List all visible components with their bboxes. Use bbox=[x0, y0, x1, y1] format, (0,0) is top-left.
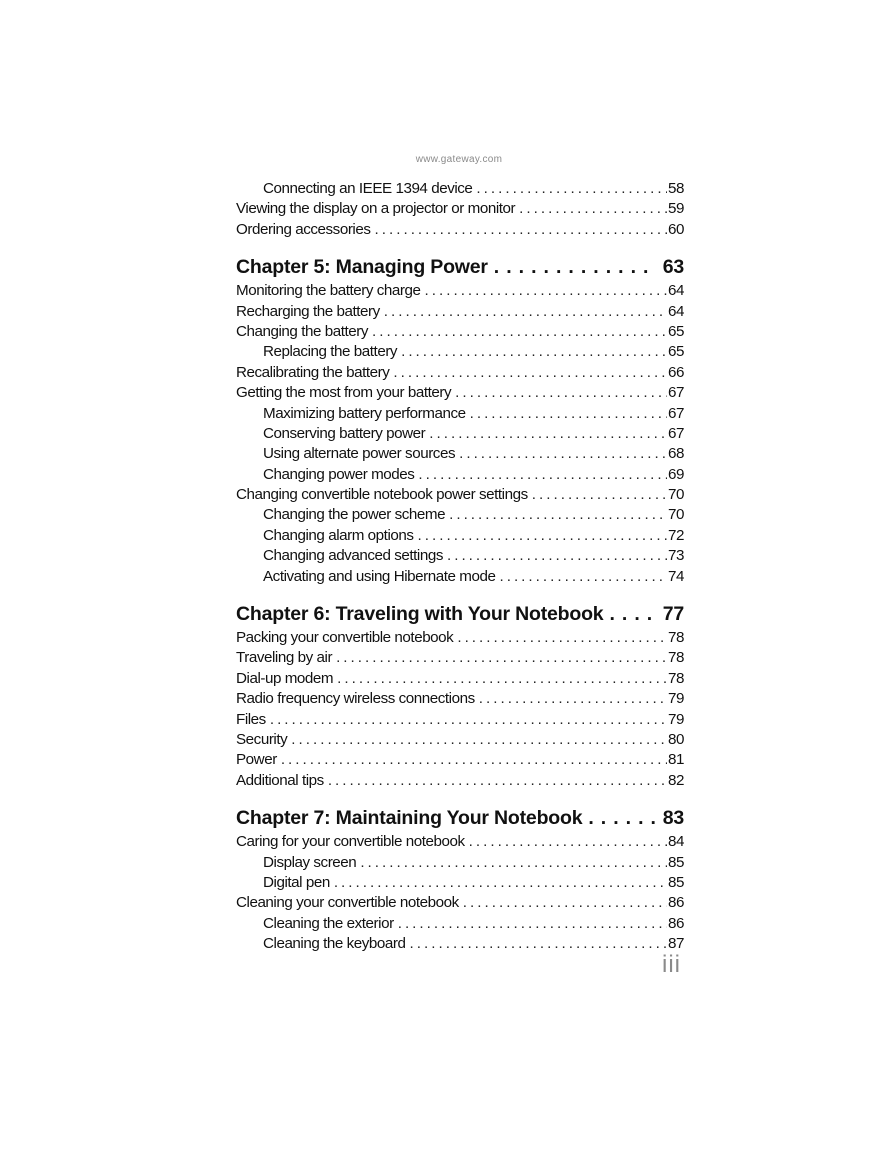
dot-leader bbox=[372, 322, 667, 342]
entry-page-number: 79 bbox=[668, 710, 684, 728]
dot-leader bbox=[328, 771, 667, 791]
entry-page-number: 87 bbox=[668, 935, 684, 953]
entry-title: Cleaning the keyboard bbox=[263, 935, 406, 953]
toc-entry[interactable] bbox=[236, 750, 684, 770]
entry-page-number: 70 bbox=[668, 506, 684, 524]
entry-page-number: 67 bbox=[668, 424, 684, 442]
chapter-title: Chapter 7: Maintaining Your Notebook bbox=[236, 807, 583, 830]
toc-subentry[interactable] bbox=[236, 404, 684, 424]
entry-title: Changing the battery bbox=[236, 322, 369, 340]
dot-leader bbox=[457, 628, 667, 648]
dot-leader bbox=[494, 255, 655, 279]
entry-title: Getting the most from your battery bbox=[236, 384, 452, 402]
entry-page-number: 65 bbox=[668, 322, 684, 340]
entry-page-number: 68 bbox=[668, 445, 684, 463]
entry-page-number: 60 bbox=[668, 220, 684, 238]
toc-subentry[interactable] bbox=[236, 914, 684, 934]
entry-title: Cleaning your convertible notebook bbox=[236, 894, 459, 912]
entry-title: Cleaning the exterior bbox=[263, 914, 394, 932]
entry-title: Changing power modes bbox=[263, 465, 415, 483]
entry-title: Monitoring the battery charge bbox=[236, 282, 421, 300]
entry-page-number: 82 bbox=[668, 771, 684, 789]
dot-leader bbox=[588, 806, 654, 830]
dot-leader bbox=[336, 648, 667, 668]
entry-title: Radio frequency wireless connections bbox=[236, 690, 475, 708]
toc-subentry[interactable] bbox=[236, 342, 684, 362]
toc-entry[interactable] bbox=[236, 363, 684, 383]
entry-title: Conserving battery power bbox=[263, 424, 426, 442]
chapter-page-number: 77 bbox=[662, 603, 684, 626]
dot-leader bbox=[375, 220, 668, 240]
entry-page-number: 85 bbox=[668, 873, 684, 891]
entry-title: Changing advanced settings bbox=[263, 547, 443, 565]
chapter-page-number: 83 bbox=[662, 807, 684, 830]
entry-page-number: 72 bbox=[668, 526, 684, 544]
dot-leader bbox=[455, 383, 667, 403]
dot-leader bbox=[393, 363, 667, 383]
toc-entry[interactable] bbox=[236, 628, 684, 648]
dot-leader bbox=[469, 832, 667, 852]
entry-title: Security bbox=[236, 730, 288, 748]
toc-entry[interactable] bbox=[236, 322, 684, 342]
entry-page-number: 78 bbox=[668, 669, 684, 687]
toc-entry[interactable] bbox=[236, 893, 684, 913]
entry-page-number: 59 bbox=[668, 200, 684, 218]
dot-leader bbox=[470, 404, 667, 424]
entry-page-number: 58 bbox=[668, 180, 684, 197]
entry-page-number: 73 bbox=[668, 547, 684, 565]
dot-leader bbox=[425, 281, 668, 301]
dot-leader bbox=[476, 179, 667, 199]
entry-page-number: 65 bbox=[668, 343, 684, 361]
entry-title: Ordering accessories bbox=[236, 220, 371, 238]
table-of-contents bbox=[236, 179, 684, 955]
entry-page-number: 78 bbox=[668, 649, 684, 667]
entry-title: Changing alarm options bbox=[263, 526, 414, 544]
dot-leader bbox=[449, 505, 667, 525]
entry-page-number: 80 bbox=[668, 730, 684, 748]
entry-page-number: 84 bbox=[668, 833, 684, 851]
toc-entry[interactable] bbox=[236, 710, 684, 730]
entry-page-number: 70 bbox=[668, 486, 684, 504]
toc-subentry[interactable] bbox=[236, 179, 684, 199]
toc-entry[interactable] bbox=[236, 832, 684, 852]
dot-leader bbox=[281, 750, 667, 770]
dot-leader bbox=[401, 342, 667, 362]
entry-title: Traveling by air bbox=[236, 649, 333, 667]
page-number: iii bbox=[662, 951, 681, 978]
entry-title: Dial-up modem bbox=[236, 669, 334, 687]
entry-page-number: 86 bbox=[668, 914, 684, 932]
entry-title: Recharging the battery bbox=[236, 302, 380, 320]
dot-leader bbox=[398, 914, 667, 934]
chapter-title: Chapter 5: Managing Power bbox=[236, 256, 488, 279]
toc-entry[interactable] bbox=[236, 220, 684, 240]
toc-entry[interactable] bbox=[236, 199, 684, 219]
toc-entry[interactable] bbox=[236, 648, 684, 668]
dot-leader bbox=[410, 934, 667, 954]
entry-page-number: 86 bbox=[668, 894, 684, 912]
dot-leader bbox=[291, 730, 667, 750]
toc-subentry[interactable] bbox=[236, 934, 684, 954]
entry-title: Changing the power scheme bbox=[263, 506, 446, 524]
entry-title: Additional tips bbox=[236, 771, 324, 789]
chapter-heading[interactable] bbox=[236, 806, 684, 830]
entry-page-number: 64 bbox=[668, 282, 684, 300]
toc-subentry[interactable] bbox=[236, 424, 684, 444]
toc-subentry[interactable] bbox=[236, 444, 684, 464]
entry-title: Files bbox=[236, 710, 266, 728]
entry-title: Caring for your convertible notebook bbox=[236, 833, 465, 851]
dot-leader bbox=[270, 710, 667, 730]
entry-title: Display screen bbox=[263, 853, 357, 871]
dot-leader bbox=[384, 302, 667, 322]
dot-leader bbox=[447, 546, 667, 566]
entry-page-number: 79 bbox=[668, 690, 684, 708]
dot-leader bbox=[479, 689, 667, 709]
toc-subentry[interactable] bbox=[236, 526, 684, 546]
toc-subentry[interactable] bbox=[236, 873, 684, 893]
dot-leader bbox=[463, 893, 667, 913]
entry-title: Changing convertible notebook power settings bbox=[236, 486, 528, 504]
dot-leader bbox=[532, 485, 667, 505]
entry-title: Packing your convertible notebook bbox=[236, 629, 454, 647]
dot-leader bbox=[360, 853, 667, 873]
entry-page-number: 64 bbox=[668, 302, 684, 320]
dot-leader bbox=[459, 444, 667, 464]
toc-subentry[interactable] bbox=[236, 853, 684, 873]
toc-subentry[interactable] bbox=[236, 567, 684, 587]
entry-title: Activating and using Hibernate mode bbox=[263, 567, 496, 585]
toc-entry[interactable] bbox=[236, 771, 684, 791]
site-url: www.gateway.com bbox=[415, 154, 503, 165]
dot-leader bbox=[429, 424, 667, 444]
chapter-title: Chapter 6: Traveling with Your Notebook bbox=[236, 603, 604, 626]
chapter-heading[interactable] bbox=[236, 255, 684, 279]
entry-page-number: 67 bbox=[668, 384, 684, 402]
dot-leader bbox=[609, 602, 654, 626]
dot-leader bbox=[334, 873, 667, 893]
entry-page-number: 69 bbox=[668, 465, 684, 483]
toc-entry[interactable] bbox=[236, 730, 684, 750]
toc-entry[interactable] bbox=[236, 669, 684, 689]
toc-subentry[interactable] bbox=[236, 505, 684, 525]
entry-page-number: 67 bbox=[668, 404, 684, 422]
dot-leader bbox=[519, 199, 667, 219]
entry-page-number: 66 bbox=[668, 363, 684, 381]
entry-page-number: 74 bbox=[668, 567, 684, 585]
entry-title: Power bbox=[236, 751, 277, 769]
dot-leader bbox=[418, 465, 667, 485]
entry-title: Maximizing battery performance bbox=[263, 404, 466, 422]
entry-title: Replacing the battery bbox=[263, 343, 398, 361]
toc-entry[interactable] bbox=[236, 383, 684, 403]
toc-entry[interactable] bbox=[236, 281, 684, 301]
toc-entry[interactable] bbox=[236, 689, 684, 709]
toc-subentry[interactable] bbox=[236, 465, 684, 485]
entry-title: Using alternate power sources bbox=[263, 445, 456, 463]
dot-leader bbox=[499, 567, 667, 587]
toc-entry[interactable] bbox=[236, 302, 684, 322]
entry-title: Digital pen bbox=[263, 873, 330, 891]
entry-page-number: 81 bbox=[668, 751, 684, 769]
toc-subentry[interactable] bbox=[236, 546, 684, 566]
entry-page-number: 85 bbox=[668, 853, 684, 871]
entry-title: Connecting an IEEE 1394 device bbox=[263, 180, 473, 197]
entry-title: Recalibrating the battery bbox=[236, 363, 390, 381]
chapter-heading[interactable] bbox=[236, 602, 684, 626]
entry-page-number: 78 bbox=[668, 629, 684, 647]
dot-leader bbox=[418, 526, 667, 546]
chapter-page-number: 63 bbox=[662, 256, 684, 279]
entry-title: Viewing the display on a projector or monitor bbox=[236, 200, 516, 218]
toc-entry[interactable] bbox=[236, 485, 684, 505]
dot-leader bbox=[337, 669, 667, 689]
